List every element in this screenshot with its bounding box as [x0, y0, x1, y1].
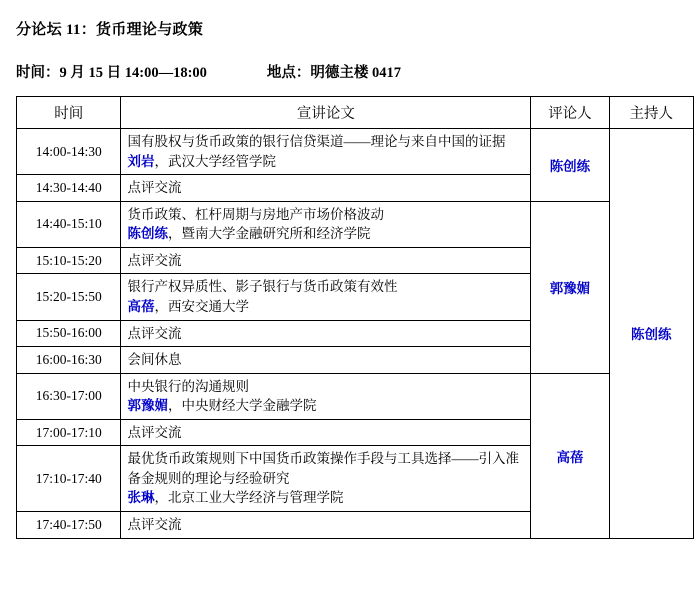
paper-author-line — [127, 396, 524, 416]
paper-title: 国有股权与货币政策的银行信贷渠道——理论与来自中国的证据 — [127, 134, 506, 149]
row-time: 15:10-15:20 — [17, 247, 121, 274]
paper-author-line — [127, 152, 524, 172]
paper-title: 货币政策、杠杆周期与房地产市场价格波动 — [127, 206, 384, 222]
row-discussant: 陈创练 — [531, 129, 609, 202]
row-time: 17:40-17:50 — [17, 512, 121, 539]
column-header-time: 时间 — [17, 97, 121, 129]
row-time: 16:30-17:00 — [17, 373, 121, 419]
row-paper — [121, 201, 531, 247]
row-time: 14:00-14:30 — [17, 129, 121, 175]
paper-title: 最优货币政策规则下中国货币政策操作手段与工具选择——引入准备金规则的理论与经验研究 — [127, 451, 519, 486]
row-note: 点评交流 — [121, 419, 531, 446]
paper-author: 陈创练 — [127, 226, 168, 242]
row-paper — [121, 274, 531, 320]
row-note: 点评交流 — [121, 512, 531, 539]
paper-affiliation: ，暨南大学金融研究所和经济学院 — [167, 226, 371, 242]
paper-author-line — [127, 297, 524, 317]
session-meta — [16, 61, 689, 82]
column-header-discussant: 评论人 — [531, 97, 609, 129]
table-row — [17, 373, 694, 419]
schedule-table — [16, 96, 694, 539]
row-time: 14:40-15:10 — [17, 201, 121, 247]
paper-author-line — [127, 488, 524, 508]
paper-author: 高蓓 — [127, 298, 155, 314]
row-note: 点评交流 — [121, 247, 531, 274]
row-time: 15:20-15:50 — [17, 274, 121, 320]
schedule-body — [17, 129, 694, 539]
table-row — [17, 201, 694, 247]
row-time: 16:00-16:30 — [17, 347, 121, 374]
row-paper — [121, 446, 531, 512]
row-note: 点评交流 — [121, 320, 531, 347]
paper-author: 郭豫媚 — [127, 398, 168, 414]
row-time: 17:00-17:10 — [17, 419, 121, 446]
row-note: 会间休息 — [121, 347, 531, 374]
row-paper — [121, 373, 531, 419]
row-time: 14:30-14:40 — [17, 175, 121, 202]
column-header-paper: 宣讲论文 — [121, 97, 531, 129]
paper-author-line — [127, 224, 524, 244]
row-paper — [121, 129, 531, 175]
paper-author: 刘岩 — [127, 153, 155, 169]
row-chair: 陈创练 — [609, 129, 693, 539]
table-header-row — [17, 97, 694, 129]
session-place: 地点：明德主楼 0417 — [266, 65, 402, 81]
table-row — [17, 129, 694, 175]
paper-title: 银行产权异质性、影子银行与货币政策有效性 — [127, 279, 398, 295]
row-discussant: 高蓓 — [531, 373, 609, 538]
paper-title: 中央银行的沟通规则 — [127, 378, 249, 394]
row-discussant: 郭豫媚 — [531, 201, 609, 373]
row-time: 17:10-17:40 — [17, 446, 121, 512]
row-time: 15:50-16:00 — [17, 320, 121, 347]
paper-affiliation: ，北京工业大学经济与管理学院 — [154, 490, 344, 506]
paper-affiliation: ，西安交通大学 — [154, 298, 249, 314]
session-time: 时间：9 月 15 日 14:00—18:00 — [16, 65, 207, 81]
paper-affiliation: ，武汉大学经管学院 — [154, 153, 276, 169]
paper-affiliation: ，中央财经大学金融学院 — [167, 398, 317, 414]
paper-author: 张琳 — [127, 490, 155, 506]
row-note: 点评交流 — [121, 175, 531, 202]
page-title: 分论坛 11：货币理论与政策 — [16, 22, 204, 38]
column-header-chair: 主持人 — [609, 97, 693, 129]
